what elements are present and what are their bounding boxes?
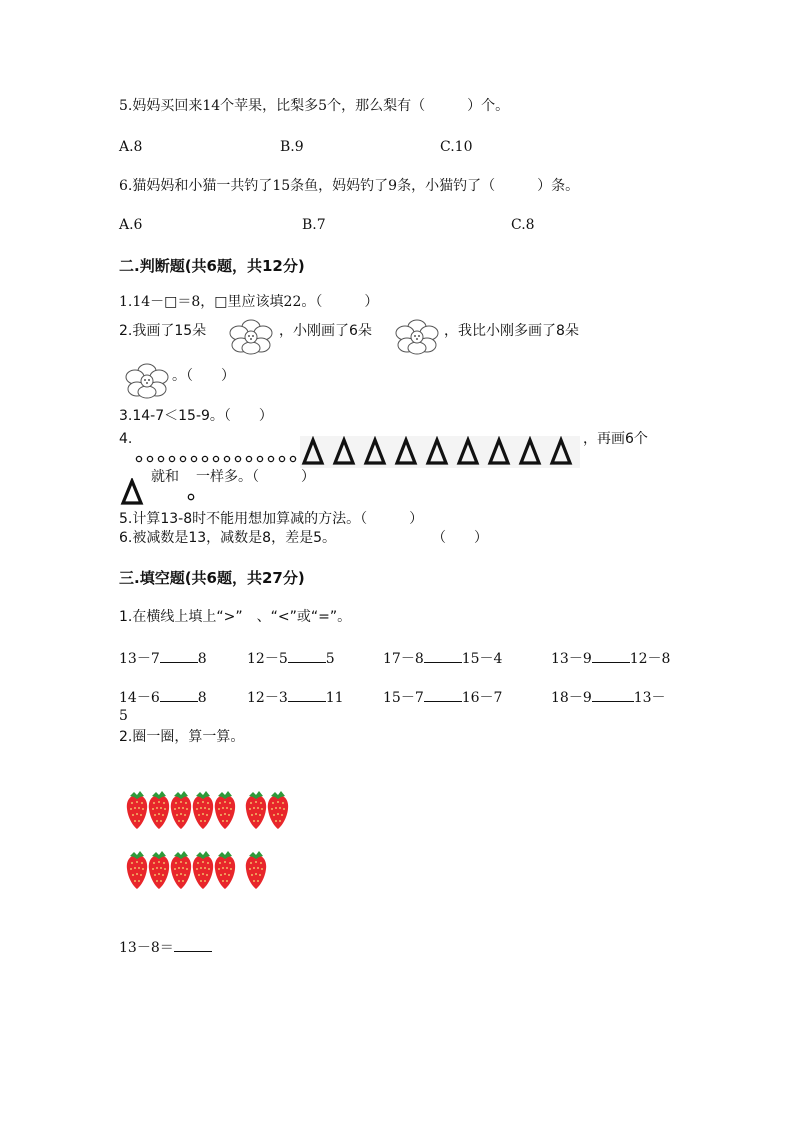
- judge-item-4-part-c: 一样多。（ ）: [196, 469, 315, 485]
- right-expression: 8: [197, 651, 207, 667]
- strawberry-row-2: [127, 851, 266, 889]
- q6-option-b: B.7: [302, 217, 326, 233]
- judge-item-6: 6.被减数是13，减数是8，差是5。: [119, 530, 336, 546]
- left-expression: 13－9: [551, 651, 592, 667]
- answer-blank[interactable]: [592, 648, 630, 663]
- wrapped-expression: 5: [119, 708, 128, 724]
- compare-cell: [247, 648, 335, 669]
- judge-item-5: 5.计算13-8时不能用想加算减的方法。（ ）: [119, 511, 424, 527]
- equation-text: 13－8＝: [119, 940, 174, 956]
- judge-item-2-part-d: 。（ ）: [172, 368, 235, 384]
- small-circles-row: [135, 448, 305, 466]
- fill-item-1: 1.在横线上填上“>” 、“<”或“=”。: [119, 609, 352, 625]
- question-6: 6.猫妈妈和小猫一共钓了15条鱼，妈妈钓了9条，小猫钓了（ ）条。: [119, 178, 580, 194]
- compare-cell: [551, 648, 670, 669]
- right-expression: 12－8: [629, 651, 671, 667]
- left-expression: 14－6: [119, 690, 160, 706]
- flower-icon: [228, 318, 274, 356]
- triangles-row: [300, 436, 580, 468]
- section-3-title: 三.填空题(共6题，共27分): [119, 569, 305, 587]
- judge-item-4-number: 4.: [119, 431, 133, 447]
- question-5: 5.妈妈买回来14个苹果，比梨多5个，那么梨有（ ）个。: [119, 98, 510, 114]
- judge-item-4-part-a: ，再画6个: [583, 431, 648, 447]
- compare-cell: [119, 687, 207, 708]
- q5-option-c: C.10: [440, 139, 473, 155]
- left-expression: 18－9: [551, 690, 592, 706]
- right-expression: 5: [325, 651, 335, 667]
- flower-icon: [394, 318, 440, 356]
- left-expression: 13－7: [119, 651, 160, 667]
- judge-item-2-part-a: 2.我画了15朵: [119, 323, 207, 339]
- answer-blank[interactable]: [424, 648, 462, 663]
- judge-item-2-part-c: ，我比小刚多画了8朵: [444, 323, 579, 339]
- q5-option-b: B.9: [280, 139, 304, 155]
- right-expression: 11: [325, 690, 344, 706]
- left-expression: 17－8: [383, 651, 424, 667]
- left-expression: 12－3: [247, 690, 288, 706]
- right-expression: 15－4: [461, 651, 503, 667]
- judge-item-4-part-b: 就和: [151, 469, 179, 485]
- judge-item-1: 1.14－□＝8，□里应该填22。（ ）: [119, 294, 379, 310]
- triangle-icon: [120, 478, 146, 506]
- flower-icon: [124, 362, 170, 400]
- compare-cell: [551, 687, 666, 708]
- answer-blank[interactable]: [288, 648, 326, 663]
- q6-option-a: A.6: [119, 217, 143, 233]
- q6-option-c: C.8: [511, 217, 535, 233]
- compare-cell: [247, 687, 344, 708]
- right-expression: 8: [197, 690, 207, 706]
- judge-item-3: 3.14-7＜15-9。（ ）: [119, 408, 273, 424]
- answer-blank[interactable]: [160, 687, 198, 702]
- strawberries-illustration: [126, 788, 306, 898]
- answer-blank[interactable]: [424, 687, 462, 702]
- answer-blank[interactable]: [288, 687, 326, 702]
- right-expression: 13－: [633, 690, 666, 706]
- strawberry-row-1: [127, 791, 288, 829]
- compare-cell: [383, 687, 502, 708]
- left-expression: 12－5: [247, 651, 288, 667]
- judge-item-6-answer: （ ）: [432, 530, 488, 546]
- answer-blank[interactable]: [160, 648, 198, 663]
- compare-cell: [119, 648, 207, 669]
- circle-icon: [187, 492, 197, 502]
- judge-item-2-part-b: ，小刚画了6朵: [279, 323, 372, 339]
- section-2-title: 二.判断题(共6题，共12分): [119, 257, 305, 275]
- compare-cell: [383, 648, 502, 669]
- fill-item-2: 2.圈一圈，算一算。: [119, 729, 245, 745]
- equation: [119, 937, 212, 958]
- answer-blank[interactable]: [592, 687, 634, 702]
- q5-option-a: A.8: [119, 139, 143, 155]
- answer-blank[interactable]: [174, 937, 212, 952]
- left-expression: 15－7: [383, 690, 424, 706]
- right-expression: 16－7: [461, 690, 503, 706]
